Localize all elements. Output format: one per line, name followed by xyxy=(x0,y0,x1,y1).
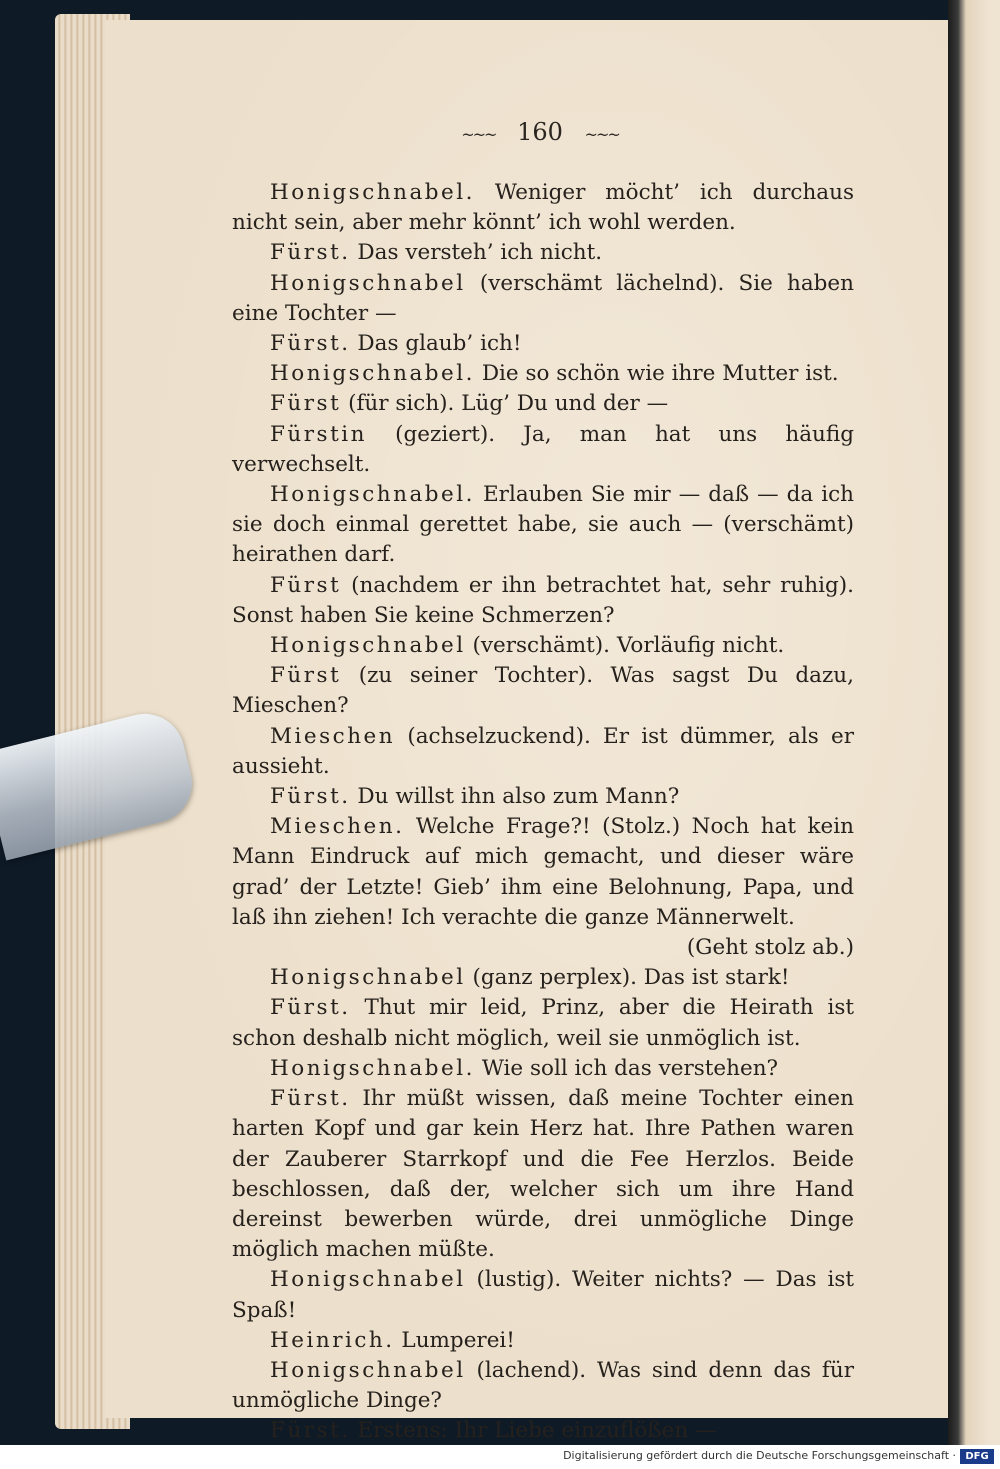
stage-direction: (Geht stolz ab.) xyxy=(686,935,854,961)
dialogue-line xyxy=(232,359,854,389)
speaker-name: Fürst. xyxy=(270,995,351,1021)
dialogue-line xyxy=(232,631,854,661)
dialogue-line xyxy=(232,1054,854,1084)
dialogue-line xyxy=(232,1416,854,1446)
line-text: Du willst ihn also zum Mann? xyxy=(357,784,680,810)
dialogue-line xyxy=(232,1326,854,1356)
line-text: Erlauben Sie mir — daß — da ich sie doch einmal gerettet habe, sie auch — (verschämt) heirathen darf. xyxy=(232,482,854,568)
line-text: Wie soll ich das verstehen? xyxy=(481,1055,779,1081)
dialogue-line xyxy=(232,420,854,480)
dialogue-line xyxy=(232,993,854,1053)
speaker-name: Honigschnabel xyxy=(270,1357,466,1383)
speaker-name: Fürst xyxy=(270,663,342,689)
line-text: (verschämt lächelnd). Sie haben eine Tochter — xyxy=(232,270,854,326)
line-text: (zu seiner Tochter). Was sagst Du dazu, Mieschen? xyxy=(232,663,854,719)
speaker-name: Honigschnabel xyxy=(270,1267,466,1293)
line-text: (ganz perplex). Das ist stark! xyxy=(472,965,790,991)
speaker-name: Fürst xyxy=(270,391,342,417)
line-text: (verschämt). Vorläufig nicht. xyxy=(472,633,785,659)
speaker-name: Fürst. xyxy=(270,240,351,266)
dialogue-line xyxy=(232,571,854,631)
speaker-name: Fürst. xyxy=(270,784,351,810)
line-text: (für sich). Lüg’ Du und der — xyxy=(348,391,669,417)
line-text: Weniger möcht’ ich durchaus nicht sein, aber mehr könnt’ ich wohl werden. xyxy=(232,180,854,236)
dialogue-line xyxy=(232,269,854,329)
dialogue-line xyxy=(232,722,854,782)
line-text: Die so schön wie ihre Mutter ist. xyxy=(481,361,839,387)
line-text: (achselzuckend). Er ist dümmer, als er aussieht. xyxy=(232,723,854,779)
dialogue-line xyxy=(232,1084,854,1265)
speaker-name: Honigschnabel xyxy=(270,965,466,991)
speaker-name: Honigschnabel. xyxy=(270,482,475,508)
speaker-name: Honigschnabel. xyxy=(270,1055,475,1081)
line-text: Erstens: Ihr Liebe einzuflößen — xyxy=(357,1418,717,1444)
line-text: (geziert). Ja, man hat uns häufig verwechselt. xyxy=(232,421,854,477)
dialogue-line xyxy=(232,782,854,812)
footer-bar xyxy=(0,1445,1000,1469)
speaker-name: Fürst xyxy=(270,572,342,598)
line-text: Welche Frage?! (Stolz.) Noch hat kein Mann Eindruck auf mich gemacht, und dieser wäre grad’ der Letzte! Gieb’ ihm eine Belohnung, Papa, und laß ihn ziehen! Ich verachte die ganze Männerwelt. xyxy=(232,814,854,930)
dialogue-line xyxy=(232,178,854,238)
speaker-name: Fürstin xyxy=(270,421,367,447)
dialogue-line xyxy=(232,661,854,721)
ornament-left-icon: ~~~ xyxy=(461,125,496,144)
speaker-name: Honigschnabel. xyxy=(270,180,475,205)
speaker-name: Fürst. xyxy=(270,1086,351,1112)
next-page-edge xyxy=(948,0,1000,1445)
dfg-logo: DFG xyxy=(960,1449,994,1464)
dialogue-line xyxy=(232,963,854,993)
dialogue-line xyxy=(232,389,854,419)
line-text: Ihr müßt wissen, daß meine Tochter einen harten Kopf und gar kein Herz hat. Ihre Pathen waren der Zauberer Starrkopf und die Fee Herzlos. Beide beschlossen, daß der, welcher sich um ihre Hand dereinst bewerben würde, drei unmögliche Dinge möglich machen müßte. xyxy=(232,1086,854,1263)
dialogue-line xyxy=(232,238,854,268)
speaker-name: Mieschen. xyxy=(270,814,405,840)
dialogue-line xyxy=(232,329,854,359)
dialogue-line xyxy=(232,1356,854,1416)
speaker-name: Mieschen xyxy=(270,723,396,749)
speaker-name: Honigschnabel xyxy=(270,633,466,659)
line-text: Das glaub’ ich! xyxy=(357,331,522,357)
dialogue-line xyxy=(232,480,854,571)
speaker-name: Honigschnabel. xyxy=(270,361,475,387)
ornament-right-icon: ~~~ xyxy=(584,125,619,144)
line-text: (nachdem er ihn betrachtet hat, sehr ruhig). Sonst haben Sie keine Schmerzen? xyxy=(232,572,854,628)
page-number: 160 xyxy=(517,118,563,146)
speaker-name: Fürst. xyxy=(270,331,351,357)
speaker-name: Honigschnabel xyxy=(270,270,466,296)
dialogue-line xyxy=(232,1265,854,1325)
line-text: (lachend). Was sind denn das für unmögliche Dinge? xyxy=(232,1357,854,1414)
dialogue-line xyxy=(232,812,854,933)
speaker-name: Fürst. xyxy=(270,1418,351,1444)
speaker-name: Heinrich. xyxy=(270,1327,395,1353)
line-text: Lumperei! xyxy=(401,1327,515,1353)
line-text: (lustig). Weiter nichts? — Das ist Spaß! xyxy=(232,1267,854,1323)
line-text: Das versteh’ ich nicht. xyxy=(357,240,603,266)
funding-credit: Digitalisierung gefördert durch die Deutsche Forschungsgemeinschaft · xyxy=(563,1449,956,1462)
play-text xyxy=(232,178,854,1447)
line-text: Thut mir leid, Prinz, aber die Heirath ist schon deshalb nicht möglich, weil sie unmöglich ist. xyxy=(232,995,854,1051)
page-header xyxy=(440,118,640,146)
